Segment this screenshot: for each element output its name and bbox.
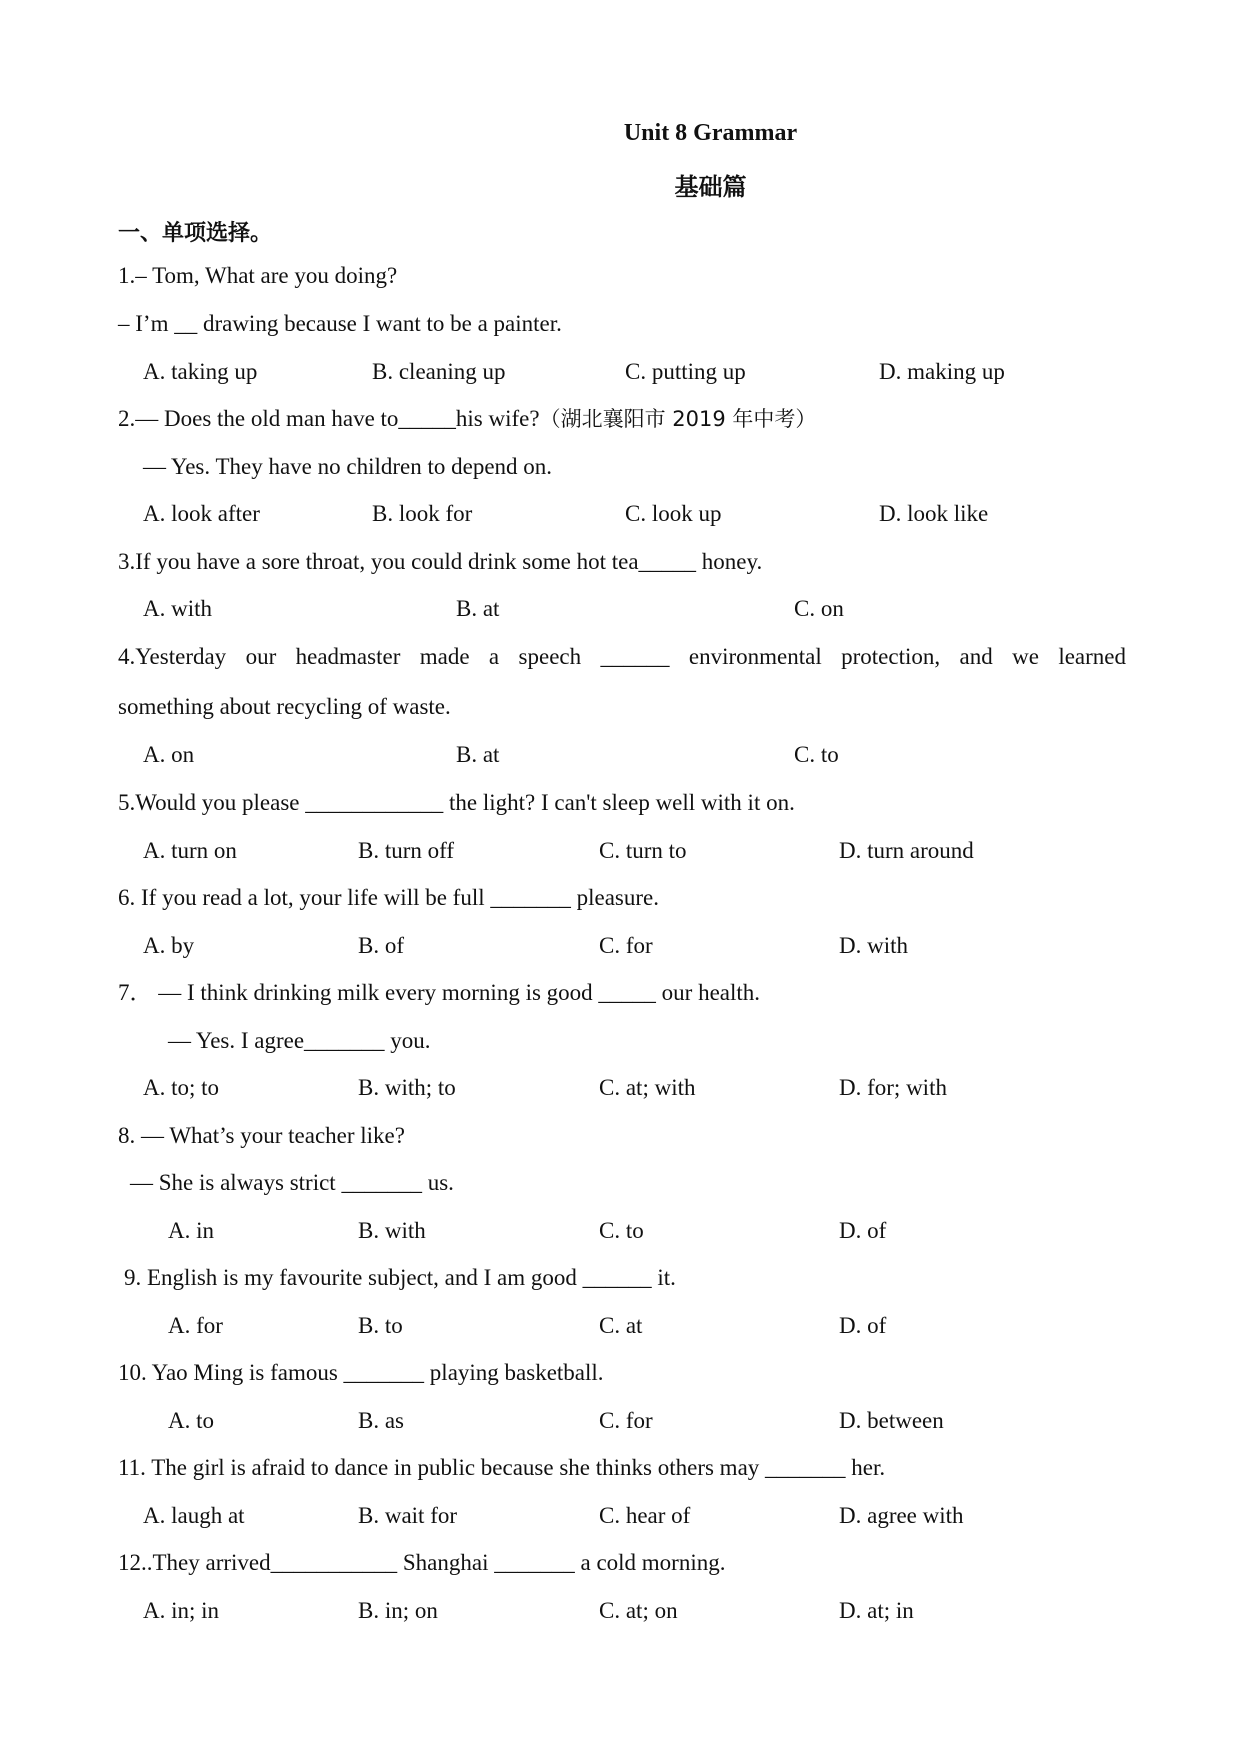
question-7-stem: 7． — I think drinking milk every morning is good _____ our health. bbox=[118, 980, 761, 1005]
question-4-stem-continued: something about recycling of waste. bbox=[118, 694, 451, 719]
question-8-option-b: B. with bbox=[358, 1218, 426, 1243]
question-8-option-a: A. in bbox=[168, 1218, 214, 1243]
question-3-stem: 3.If you have a sore throat, you could drink some hot tea_____ honey. bbox=[118, 549, 763, 574]
question-11-option-c: C. hear of bbox=[599, 1503, 691, 1528]
question-8-option-c: C. to bbox=[599, 1218, 644, 1243]
question-6-option-d: D. with bbox=[839, 933, 908, 958]
question-7-option-c: C. at; with bbox=[599, 1075, 696, 1100]
page-subtitle: 基础篇 bbox=[674, 173, 747, 201]
question-10-stem: 10. Yao Ming is famous _______ playing basketball. bbox=[118, 1360, 604, 1385]
question-9-stem: 9. English is my favourite subject, and I am good ______ it. bbox=[124, 1265, 676, 1290]
question-10-option-b: B. as bbox=[358, 1408, 404, 1433]
question-7-reply: — Yes. I agree_______ you. bbox=[168, 1028, 431, 1053]
question-5-option-c: C. turn to bbox=[599, 838, 687, 863]
question-4-stem: 4.Yesterday our headmaster made a speech ______ environmental protection, and we learned bbox=[118, 644, 1126, 669]
question-3-option-b: B. at bbox=[456, 596, 500, 621]
page-title: Unit 8 Grammar bbox=[623, 120, 798, 146]
question-4-option-b: B. at bbox=[456, 742, 500, 767]
question-9-option-b: B. to bbox=[358, 1313, 403, 1338]
question-10-option-a: A. to bbox=[168, 1408, 214, 1433]
question-8-option-d: D. of bbox=[839, 1218, 887, 1243]
question-5-option-a: A. turn on bbox=[143, 838, 237, 863]
question-6-stem: 6. If you read a lot, your life will be full _______ pleasure. bbox=[118, 885, 659, 910]
question-7-option-d: D. for; with bbox=[839, 1075, 947, 1100]
question-11-option-d: D. agree with bbox=[839, 1503, 964, 1528]
question-5-option-d: D. turn around bbox=[839, 838, 974, 863]
question-2-source: （湖北襄阳市 2019 年中考） bbox=[539, 407, 817, 431]
question-4-option-a: A. on bbox=[143, 742, 195, 767]
question-11-stem: 11. The girl is afraid to dance in public because she thinks others may _______ her. bbox=[118, 1455, 886, 1480]
question-1-answer-line: – I’m __ drawing because I want to be a painter. bbox=[118, 311, 562, 336]
question-10-option-c: C. for bbox=[599, 1408, 653, 1433]
question-12-option-c: C. at; on bbox=[599, 1598, 678, 1623]
question-9-option-a: A. for bbox=[168, 1313, 223, 1338]
question-6-option-a: A. by bbox=[143, 933, 195, 958]
question-11-option-b: B. wait for bbox=[358, 1503, 458, 1528]
question-1-option-b: B. cleaning up bbox=[372, 359, 506, 384]
question-2-stem bbox=[118, 404, 816, 434]
question-8-stem: 8. — What’s your teacher like? bbox=[118, 1123, 405, 1148]
question-8-reply: — She is always strict _______ us. bbox=[130, 1170, 454, 1195]
question-2-option-c: C. look up bbox=[625, 501, 722, 526]
question-1-option-c: C. putting up bbox=[625, 359, 746, 384]
question-6-option-c: C. for bbox=[599, 933, 653, 958]
question-9-option-d: D. of bbox=[839, 1313, 887, 1338]
question-2-stem-text: 2.— Does the old man have to_____his wife? bbox=[118, 406, 540, 431]
question-2-reply: — Yes. They have no children to depend on. bbox=[143, 454, 553, 479]
question-2-option-b: B. look for bbox=[372, 501, 473, 526]
question-1-stem: 1.– Tom, What are you doing? bbox=[118, 263, 398, 288]
question-1-option-a: A. taking up bbox=[143, 359, 258, 384]
question-12-option-d: D. at; in bbox=[839, 1598, 914, 1623]
question-3-option-c: C. on bbox=[794, 596, 844, 621]
question-12-option-b: B. in; on bbox=[358, 1598, 438, 1623]
question-5-option-b: B. turn off bbox=[358, 838, 455, 863]
question-2-option-d: D. look like bbox=[879, 501, 989, 526]
section-heading: 一、单项选择。 bbox=[118, 221, 273, 246]
question-5-stem: 5.Would you please ____________ the light? I can't sleep well with it on. bbox=[118, 790, 795, 815]
question-6-option-b: B. of bbox=[358, 933, 404, 958]
question-9-option-c: C. at bbox=[599, 1313, 643, 1338]
question-2-option-a: A. look after bbox=[143, 501, 260, 526]
question-1-option-d: D. making up bbox=[879, 359, 1005, 384]
question-11-option-a: A. laugh at bbox=[143, 1503, 245, 1528]
question-3-option-a: A. with bbox=[143, 596, 212, 621]
question-7-option-a: A. to; to bbox=[143, 1075, 220, 1100]
question-7-option-b: B. with; to bbox=[358, 1075, 456, 1100]
question-12-stem: 12..They arrived___________ Shanghai _______ a cold morning. bbox=[118, 1550, 726, 1575]
question-10-option-d: D. between bbox=[839, 1408, 944, 1433]
question-4-option-c: C. to bbox=[794, 742, 839, 767]
question-12-option-a: A. in; in bbox=[143, 1598, 220, 1623]
